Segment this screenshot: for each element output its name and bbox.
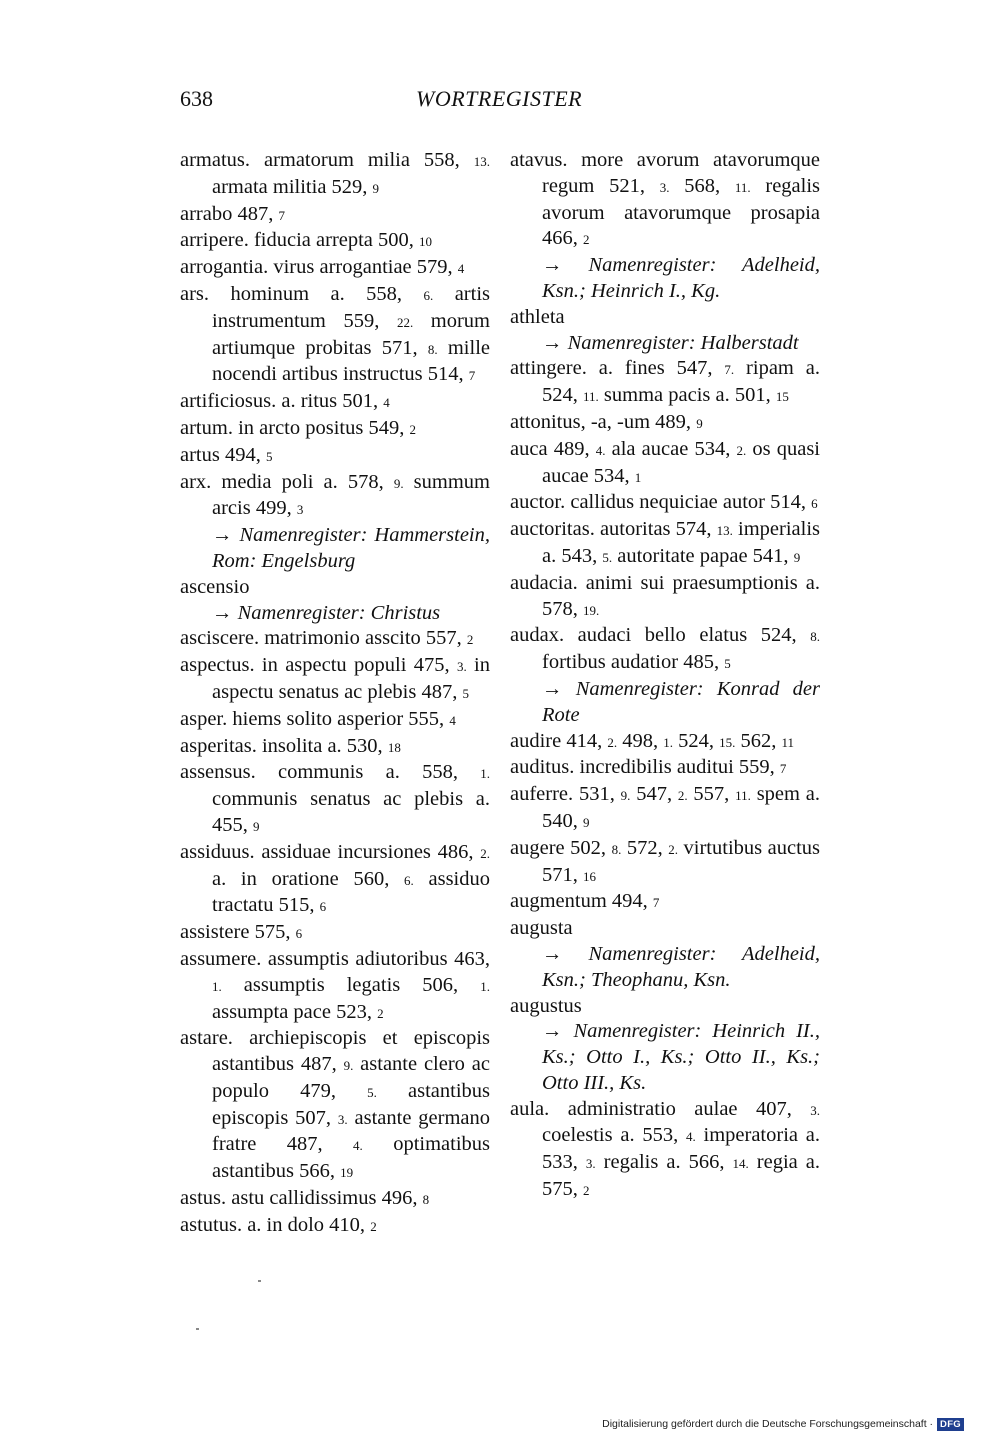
line-reference: 1. <box>480 978 490 994</box>
line-reference: 5 <box>462 685 469 701</box>
index-entry <box>510 437 820 491</box>
entry-text: audire 414, <box>510 729 608 752</box>
index-entry <box>180 920 490 947</box>
line-reference: 15 <box>775 389 789 405</box>
index-column-left <box>180 148 490 1240</box>
entry-text: audacia. animi sui praesumptionis a. 578, <box>510 571 820 620</box>
entry-text: auferre. 531, <box>510 783 621 806</box>
entry-text: arrogantia. virus arrogantiae 579, <box>180 256 458 279</box>
cross-reference: Namenregister: Christus <box>237 601 441 624</box>
line-reference: 3. <box>585 1156 596 1172</box>
entry-text: summum arcis 499, <box>212 470 490 520</box>
entry-text: assumere. assumptis adiutoribus 463, <box>180 947 490 970</box>
entry-text: armatus. armatorum milia 558, <box>180 149 474 171</box>
cross-reference: Namenregister: Heinrich II., Ks.; Otto I., Ks.; Otto II., Ks.; Otto III., Ks. <box>542 1020 820 1094</box>
entry-text: auctoritas. autoritas 574, <box>510 518 717 541</box>
index-entry <box>180 1186 490 1213</box>
index-entry <box>180 443 490 470</box>
entry-text: athleta <box>510 305 565 328</box>
line-reference: 3 <box>296 502 304 518</box>
line-reference: 4 <box>449 712 456 728</box>
cross-reference: Namenregister: Konrad der Rote <box>542 677 820 726</box>
entry-text: attonitus, -a, -um 489, <box>510 410 697 433</box>
line-reference: 9 <box>372 180 380 196</box>
entry-text: communis senatus ac plebis a. 455, <box>212 788 490 836</box>
line-reference: 3. <box>659 179 670 195</box>
entry-text: astante germano fratre 487, <box>212 1106 490 1156</box>
entry-text: ascensio <box>180 575 250 598</box>
entry-text: arripere. fiducia arrepta 500, <box>180 229 420 252</box>
line-reference: 3. <box>337 1111 348 1127</box>
line-reference: 1. <box>480 766 490 782</box>
entry-text: augmentum 494, <box>510 890 653 913</box>
line-reference: 13. <box>716 523 733 539</box>
entry-text: fortibus audatior 485, <box>542 651 725 674</box>
scan-speck <box>196 1328 199 1330</box>
line-reference: 19. <box>583 602 600 618</box>
entry-text: astantibus episcopis 507, <box>212 1079 490 1129</box>
entry-text: asperitas. insolita a. 530, <box>180 734 388 757</box>
entry-text: asper. hiems solito asperior 555, <box>180 707 450 730</box>
line-reference: 14. <box>732 1156 749 1172</box>
index-entry <box>180 1026 490 1186</box>
line-reference: 9. <box>393 475 404 491</box>
entry-text: augustus <box>510 994 582 1017</box>
index-entry <box>510 994 820 1097</box>
line-reference: 2 <box>409 421 416 437</box>
entry-text: auca 489, <box>510 437 596 460</box>
entry-text: armata militia 529, <box>212 175 373 198</box>
entry-text: augere 502, <box>510 836 612 859</box>
entry-text: optimatibus astantibus 566, <box>212 1133 490 1183</box>
entry-text: assumptis legatis 506, <box>221 973 481 996</box>
line-reference: 11. <box>735 788 751 804</box>
entry-text: regalis a. 566, <box>595 1151 733 1174</box>
entry-text: atavus. more avorum atavorumque regum 521, <box>510 149 820 197</box>
index-entry <box>510 356 820 410</box>
entry-text: 562, <box>735 729 782 752</box>
entry-text: attingere. a. fines 547, <box>510 357 725 380</box>
running-title: WORTREGISTER <box>416 86 583 111</box>
entry-text: ars. hominum a. 558, <box>180 282 424 305</box>
line-reference: 8 <box>422 1192 430 1208</box>
line-reference: 5 <box>724 656 731 672</box>
entry-text: arrabo 487, <box>180 202 279 225</box>
index-entry <box>510 782 820 836</box>
line-reference: 9 <box>583 814 590 830</box>
entry-text: autoritate papae 541, <box>612 544 794 567</box>
entry-text: 524, <box>672 729 720 752</box>
entry-text: mille nocendi artibus instructus 514, <box>212 336 490 386</box>
line-reference: 16 <box>583 868 596 884</box>
line-reference: 6 <box>295 926 303 942</box>
entry-text: astare. archiepiscopis et episcopis astantibus 487, <box>180 1027 490 1076</box>
line-reference: 2 <box>583 232 590 248</box>
index-entry <box>180 707 490 734</box>
cross-reference: Namenregister: Halberstadt <box>567 331 799 354</box>
line-reference: 9. <box>620 788 631 804</box>
entry-text: assistere 575, <box>180 921 296 944</box>
line-reference: 19 <box>340 1165 354 1181</box>
entry-text: artum. in arcto positus 549, <box>180 416 410 439</box>
entry-text: auditus. incredibilis auditui 559, <box>510 756 780 779</box>
line-reference: 4 <box>457 261 465 277</box>
entry-text: augusta <box>510 917 573 940</box>
line-reference: 5. <box>602 549 613 565</box>
cross-reference: Namenregister: Adelheid, Ksn.; Theophanu, Ksn. <box>542 942 820 991</box>
line-reference: 3. <box>810 1102 820 1118</box>
index-entry <box>180 1213 490 1240</box>
index-entry <box>510 729 820 756</box>
entry-text: ala aucae 534, <box>605 437 737 460</box>
index-entry <box>180 416 490 443</box>
index-entry <box>180 760 490 839</box>
index-entry <box>180 575 490 627</box>
line-reference: 2. <box>668 841 678 857</box>
dfg-logo: DFG <box>937 1418 964 1431</box>
entry-text: 572, <box>621 836 669 859</box>
index-entry <box>510 755 820 782</box>
entry-text: artificiosus. a. ritus 501, <box>180 390 384 413</box>
entry-text: assumpta pace 523, <box>212 1000 378 1023</box>
index-entry <box>510 889 820 916</box>
page-header <box>180 86 820 120</box>
entry-text: summa pacis a. 501, <box>598 384 776 407</box>
page-number: 638 <box>180 86 213 111</box>
index-entry <box>180 947 490 1026</box>
line-reference: 6 <box>811 496 818 512</box>
line-reference: 11. <box>734 179 751 195</box>
entry-text: → <box>542 331 568 354</box>
entry-text: → <box>542 677 576 700</box>
entry-text: virtutibus auctus 571, <box>542 836 821 886</box>
cross-reference: Namenregister: Hammerstein, Rom: Engelsburg <box>212 524 490 572</box>
index-entry <box>180 228 490 255</box>
index-entry <box>510 410 820 437</box>
index-entry <box>510 490 820 517</box>
entry-text: assensus. communis a. 558, <box>180 761 481 784</box>
line-reference: 3. <box>456 659 467 675</box>
line-reference: 1. <box>212 978 222 994</box>
index-entry <box>180 626 490 653</box>
entry-text: astante clero ac populo 479, <box>212 1053 490 1102</box>
line-reference: 15. <box>719 734 736 750</box>
line-reference: 4. <box>353 1138 363 1154</box>
entry-text: → <box>542 942 589 965</box>
entry-text: aspectus. in aspectu populi 475, <box>180 654 457 677</box>
index-entry <box>510 517 820 571</box>
line-reference: 18 <box>387 739 401 755</box>
line-reference: 11 <box>781 734 795 750</box>
line-reference: 8. <box>611 841 622 857</box>
index-entry <box>510 1097 820 1204</box>
line-reference: 5 <box>265 448 273 464</box>
line-reference: 2 <box>370 1218 377 1234</box>
entry-text: assiduo tractatu 515, <box>212 867 491 917</box>
line-reference: 1. <box>663 734 673 750</box>
line-reference: 2. <box>607 734 618 750</box>
line-reference: 9 <box>793 549 801 565</box>
index-entry <box>180 148 490 202</box>
index-entry <box>510 305 820 357</box>
line-reference: 13. <box>473 154 490 169</box>
entry-text: → <box>212 524 240 547</box>
entry-text: in aspectu senatus ac plebis 487, <box>212 654 490 703</box>
line-reference: 2. <box>736 442 747 458</box>
line-reference: 6. <box>404 872 414 888</box>
line-reference: 4. <box>595 442 606 458</box>
line-reference: 7 <box>652 895 660 911</box>
index-entry <box>180 653 490 707</box>
index-entry <box>180 840 490 920</box>
entry-text: asciscere. matrimonio asscito 557, <box>180 627 467 650</box>
entry-text: artus 494, <box>180 443 266 466</box>
line-reference: 8. <box>810 629 820 645</box>
entry-text: astus. astu callidissimus 496, <box>180 1187 423 1210</box>
entry-text: artis instrumentum 559, <box>212 282 491 332</box>
index-entry <box>180 282 490 389</box>
line-reference: 11. <box>583 389 599 405</box>
entry-text: → <box>542 1020 574 1043</box>
page-footer <box>602 1416 964 1432</box>
index-entry <box>180 255 490 282</box>
index-entry <box>510 916 820 993</box>
entry-text: morum artiumque probitas 571, <box>212 309 490 359</box>
line-reference: 7 <box>278 207 285 223</box>
line-reference: 5. <box>367 1084 377 1100</box>
entry-text: assiduus. assiduae incursiones 486, <box>180 840 481 863</box>
entry-text: auctor. callidus nequiciae autor 514, <box>510 491 812 514</box>
entry-text: regia a. 575, <box>542 1151 820 1201</box>
line-reference: 22. <box>396 314 414 330</box>
line-reference: 7. <box>724 362 735 378</box>
line-reference: 2 <box>466 632 474 648</box>
line-reference: 2 <box>377 1005 384 1021</box>
line-reference: 4. <box>686 1129 696 1145</box>
index-entry <box>510 148 820 305</box>
entry-text: ripam a. 524, <box>542 357 820 407</box>
index-entry <box>180 734 490 761</box>
entry-text: a. in oratione 560, <box>212 867 405 890</box>
entry-text: imperialis a. 543, <box>542 518 821 567</box>
footer-credit: Digitalisierung gefördert durch die Deutsche Forschungsgemeinschaft · <box>602 1418 934 1430</box>
index-column-right <box>510 148 820 1204</box>
entry-text: coelestis a. 553, <box>542 1124 686 1147</box>
line-reference: 8. <box>427 341 438 357</box>
entry-text: regalis avorum atavorumque prosapia 466, <box>542 174 821 250</box>
line-reference: 9 <box>696 415 703 431</box>
line-reference: 10 <box>419 234 433 250</box>
entry-text: os quasi aucae 534, <box>542 437 821 487</box>
line-reference: 9. <box>343 1058 354 1074</box>
entry-text: 547, <box>630 783 678 806</box>
line-reference: 2. <box>677 788 688 804</box>
entry-text: 498, <box>617 729 664 752</box>
index-entry <box>180 202 490 229</box>
line-reference: 7 <box>779 761 787 777</box>
line-reference: 2 <box>583 1183 590 1199</box>
line-reference: 6 <box>319 899 327 915</box>
entry-text: spem a. 540, <box>542 783 820 832</box>
line-reference: 7 <box>468 368 476 384</box>
entry-text: arx. media poli a. 578, <box>180 470 394 493</box>
entry-text: astutus. a. in dolo 410, <box>180 1213 371 1236</box>
index-entry <box>180 389 490 416</box>
line-reference: 4 <box>383 395 390 411</box>
line-reference: 6. <box>423 287 434 303</box>
index-entry <box>180 470 490 575</box>
entry-text: 557, <box>687 783 736 806</box>
cross-reference: Namenregister: Adelheid, Ksn.; Heinrich I., Kg. <box>542 254 820 302</box>
entry-text: → <box>212 601 238 624</box>
line-reference: 2. <box>480 845 490 861</box>
index-entry <box>510 836 820 890</box>
line-reference: 1 <box>634 469 642 485</box>
scan-speck <box>258 1280 261 1282</box>
entry-text: imperatoria a. 533, <box>542 1124 820 1174</box>
line-reference: 9 <box>253 818 260 834</box>
entry-text: aula. administratio aulae 407, <box>510 1097 811 1120</box>
index-entry <box>510 571 820 624</box>
entry-text: audax. audaci bello elatus 524, <box>510 624 811 647</box>
index-entry <box>510 623 820 728</box>
entry-text: 568, <box>669 174 735 197</box>
entry-text: → <box>542 254 589 277</box>
